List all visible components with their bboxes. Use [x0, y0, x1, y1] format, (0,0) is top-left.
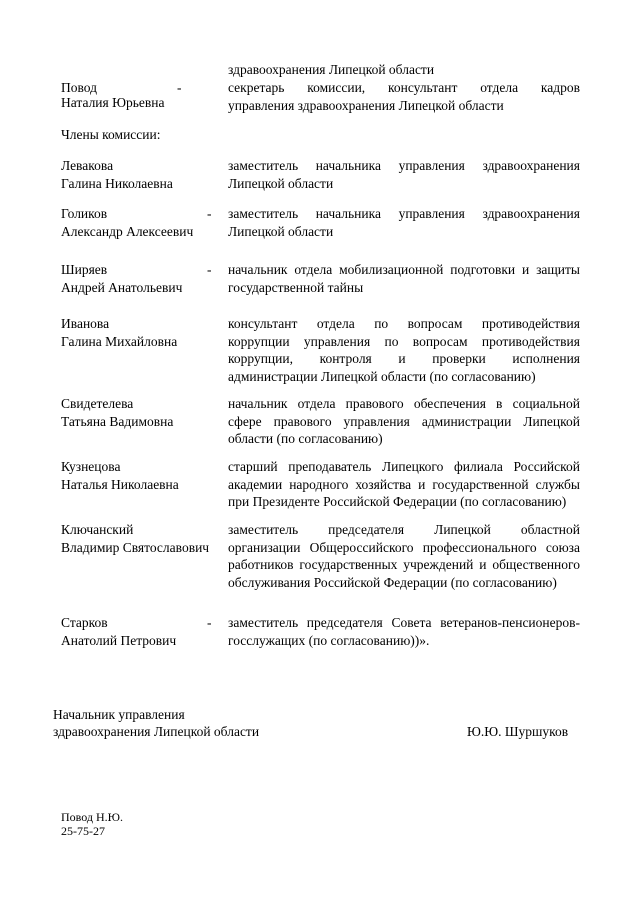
member-role-line: коррупции, контроля и проверки исполнения — [228, 351, 580, 367]
member-dash: - — [207, 615, 212, 630]
signer-name: Ю.Ю. Шуршуков — [467, 724, 569, 739]
member-name: Галина Михайловна — [61, 334, 178, 349]
member-surname: Старков — [61, 615, 108, 630]
member-surname: Ширяев — [61, 262, 108, 277]
member-role-line: обслуживания Российской Федерации (по согласованию) — [228, 574, 557, 590]
member-role — [228, 395, 580, 448]
member-name: Александр Алексеевич — [61, 224, 194, 239]
member-name: Владимир Святославович — [61, 540, 210, 555]
member-role-line: Липецкой области — [228, 175, 334, 191]
member-role-line: Липецкой области — [228, 223, 334, 239]
member-dash: - — [207, 206, 212, 221]
member-role-line: государственной тайны — [228, 279, 364, 295]
secretary-name: Наталия Юрьевна — [61, 95, 165, 110]
member-role-line: области (по согласованию) — [228, 431, 383, 447]
executor-phone: 25-75-27 — [61, 824, 105, 838]
member-role-line: начальник отдела мобилизационной подготовки и защиты — [228, 262, 580, 277]
signature-title-line1: Начальник управления — [53, 707, 185, 722]
executor-name: Повод Н.Ю. — [61, 810, 124, 824]
member-role-line: администрации Липецкой области (по согласованию) — [228, 368, 536, 384]
member-role-line: старший преподаватель Липецкого филиала Российской — [228, 459, 580, 474]
secretary-role-line: управления здравоохранения Липецкой области — [228, 97, 504, 113]
member-surname: Иванова — [61, 316, 110, 331]
secretary-role — [228, 79, 580, 114]
member-role-line: при Президенте Российской Федерации (по согласованию) — [228, 494, 567, 510]
member-role-line: начальник отдела правового обеспечения в социальной — [228, 396, 580, 411]
member-role-line: академии народного хозяйства и государственной службы — [228, 476, 580, 492]
secretary-surname: Повод — [61, 80, 98, 95]
member-surname: Свидетелева — [61, 396, 134, 411]
member-name: Анатолий Петрович — [61, 633, 177, 648]
member-role-line: заместитель председателя Совета ветеранов-пенсионеров- — [228, 615, 580, 630]
member-role-line: сфере правового управления администрации Липецкой — [228, 413, 580, 429]
member-surname: Ключанский — [61, 522, 134, 537]
member-role — [228, 315, 580, 385]
member-name: Татьяна Вадимовна — [61, 414, 174, 429]
member-role — [228, 521, 580, 591]
member-role — [228, 458, 580, 511]
member-name: Наталья Николаевна — [61, 477, 179, 492]
member-surname: Кузнецова — [61, 459, 121, 474]
member-surname: Левакова — [61, 158, 114, 173]
member-role-line: заместитель начальника управления здравоохранения — [228, 206, 580, 221]
secretary-dash: - — [177, 80, 182, 95]
member-role — [228, 205, 580, 240]
member-role-line: консультант отдела по вопросам противодействия — [228, 316, 580, 331]
member-role — [228, 614, 580, 649]
previous-page-continuation: здравоохранения Липецкой области — [228, 62, 435, 77]
secretary-role-line: секретарь комиссии, консультант отдела кадров — [228, 80, 580, 95]
member-dash: - — [207, 262, 212, 277]
member-role-line: госслужащих (по согласованию))». — [228, 632, 430, 648]
member-role — [228, 261, 580, 296]
member-role-line: организации Общероссийского профессионального союза — [228, 539, 580, 555]
member-name: Андрей Анатольевич — [61, 280, 183, 295]
member-role-line: заместитель председателя Липецкой областной — [228, 522, 580, 537]
member-role — [228, 157, 580, 192]
member-name: Галина Николаевна — [61, 176, 173, 191]
member-surname: Голиков — [61, 206, 108, 221]
member-role-line: заместитель начальника управления здравоохранения — [228, 158, 580, 173]
signature-title-line2: здравоохранения Липецкой области — [53, 724, 260, 739]
member-role-line: работников государственных учреждений и общественного — [228, 557, 580, 573]
members-heading: Члены комиссии: — [61, 127, 161, 142]
member-role-line: коррупции управления по вопросам противодействия — [228, 333, 580, 349]
